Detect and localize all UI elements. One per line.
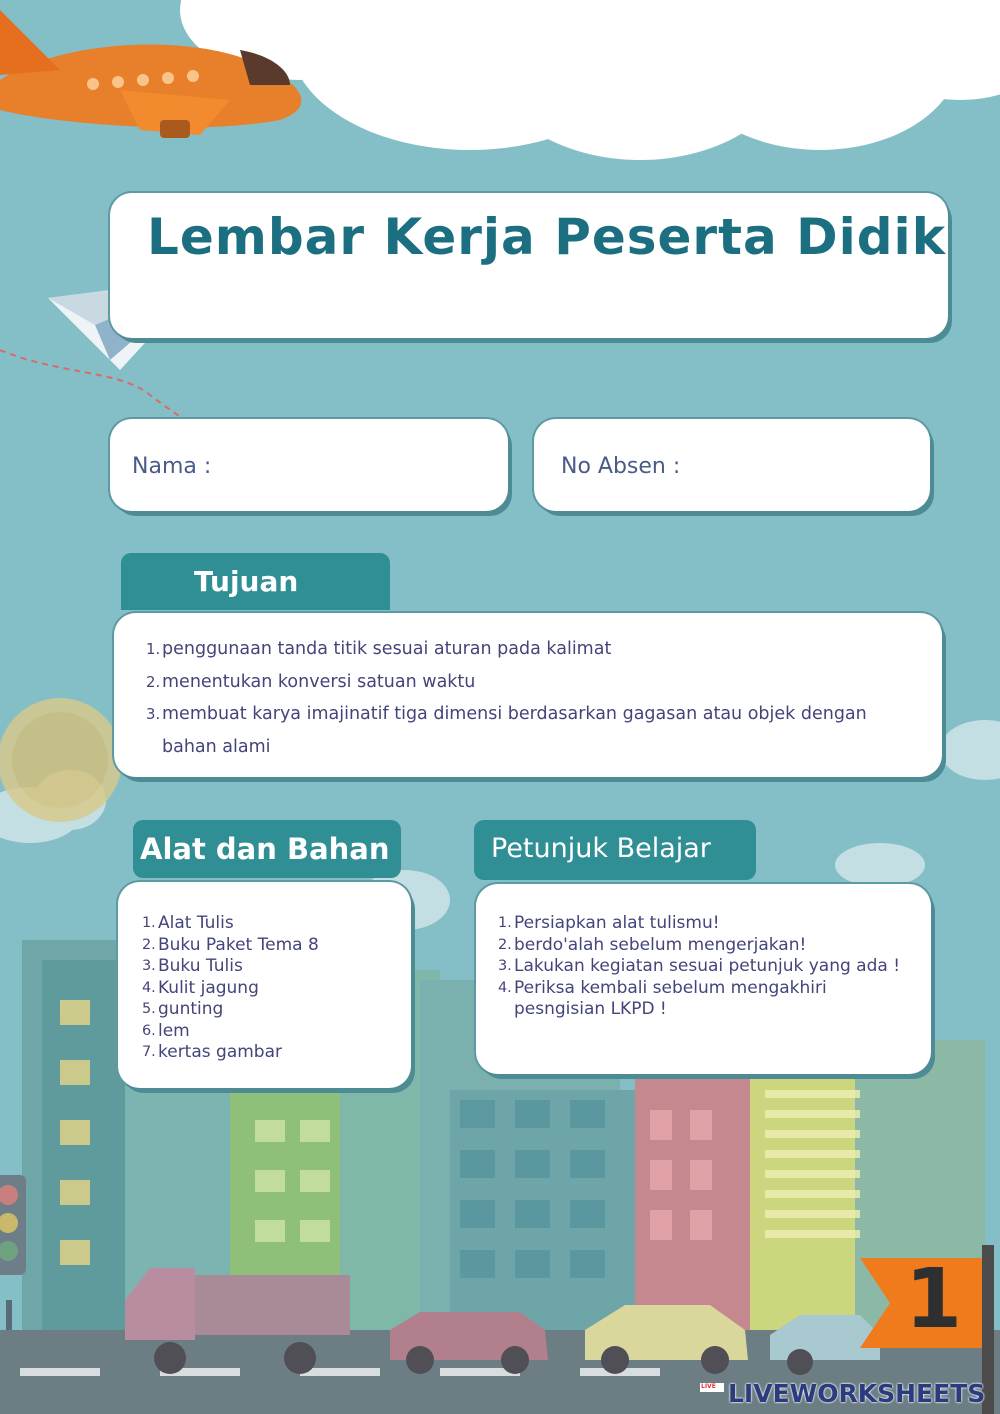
list-item: 4. Kulit jagung [142, 977, 259, 998]
list-item: 2. berdo'alah sebelum mengerjakan! [498, 934, 807, 955]
list-item: 3. Buku Tulis [142, 956, 243, 976]
petunjuk-tab [474, 820, 756, 880]
tujuan-heading: Tujuan [194, 565, 299, 598]
logo-text: LIVEWORKSHEETS [728, 1379, 986, 1408]
absen-label: No Absen : [561, 454, 681, 479]
alat-card [118, 882, 411, 1088]
page-title: Lembar Kerja Peserta Didik [147, 208, 946, 266]
list-item: 3. membuat karya imajinatif tiga dimensi berdasarkan gagasan atau objek dengan bahan alami [146, 704, 867, 757]
alat-list [142, 913, 402, 1064]
page-number: 1 [905, 1252, 963, 1347]
list-item: 1. Persiapkan alat tulismu! [498, 913, 720, 933]
list-item: 1. penggunaan tanda titik sesuai aturan pada kalimat [146, 639, 612, 659]
name-label: Nama : [132, 454, 212, 479]
logo-icon: LIVE [700, 1383, 724, 1392]
list-item: 2. Buku Paket Tema 8 [142, 934, 319, 955]
list-item: 6. lem [142, 1020, 190, 1041]
list-item: 3. Lakukan kegiatan sesuai petunjuk yang ada ! [498, 956, 901, 976]
petunjuk-list [498, 913, 908, 1021]
absen-field[interactable] [534, 419, 930, 511]
alat-tab [133, 820, 401, 878]
tujuan-card [114, 613, 942, 777]
tujuan-list [146, 633, 906, 763]
name-field[interactable] [110, 419, 508, 511]
petunjuk-heading: Petunjuk Belajar [491, 833, 711, 864]
petunjuk-card [476, 884, 931, 1074]
list-item: 4. Periksa kembali sebelum mengakhiri pesngisian LKPD ! [498, 977, 827, 1019]
list-item: 5. gunting [142, 999, 224, 1019]
list-item: 1. Alat Tulis [142, 913, 234, 933]
list-item: 7. kertas gambar [142, 1042, 282, 1062]
alat-heading: Alat dan Bahan [140, 832, 390, 866]
sun [0, 698, 122, 822]
tujuan-tab [121, 553, 390, 610]
list-item: 2. menentukan konversi satuan waktu [146, 671, 476, 692]
